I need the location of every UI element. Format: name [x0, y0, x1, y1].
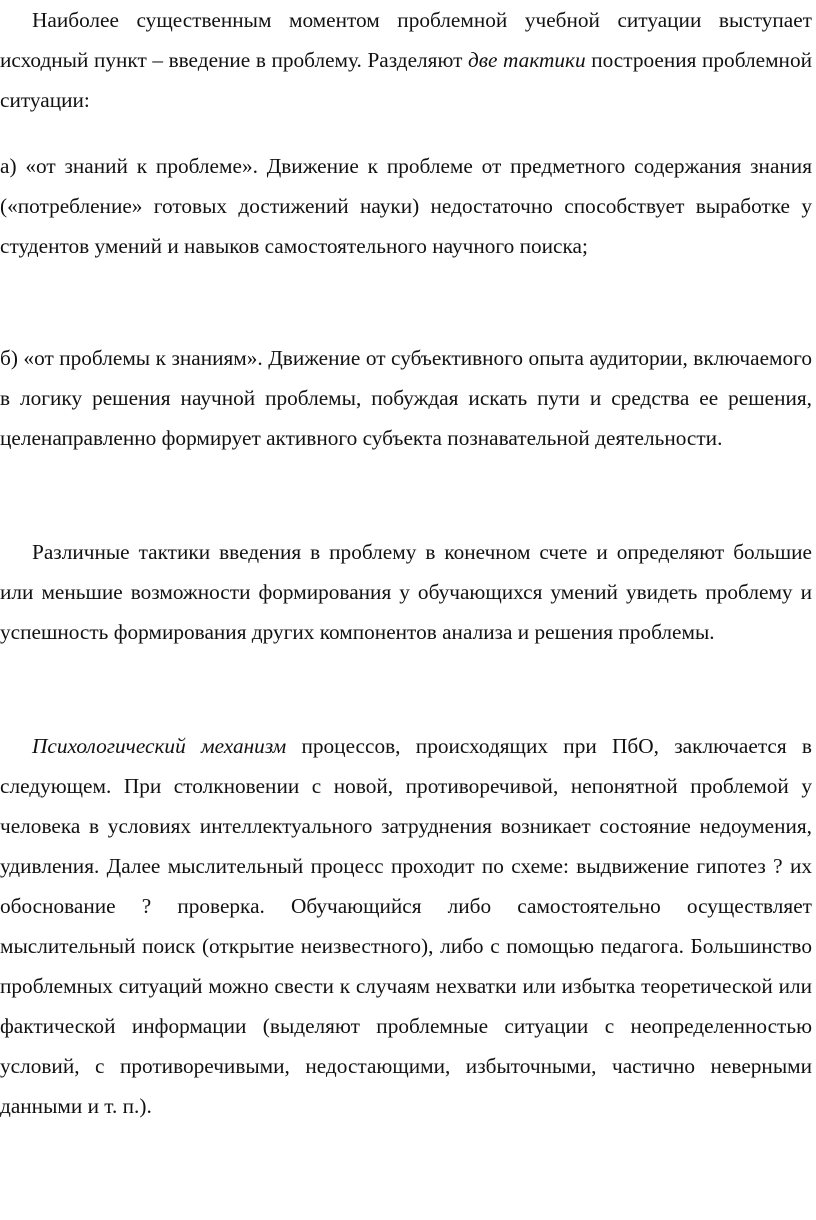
paragraph-mechanism-text: процессов, происходящих при ПбО, заключается в следующем. При столкновении с новой, противоречивой, непонятной проблемой у человека в условиях интеллектуального затруднения возникает состояние недоумения, удивления. Далее мыслительный процесс проходит по схеме: выдвижение гипотез ? их обоснование ? проверка. Обучающийся либо самостоятельно осуществляет мыслительный поиск (открытие неизвестного), либо с помощью педагога. Большинство проблемных ситуаций можно свести к случаям нехватки или избытка теоретической или фактической информации (выделяют проблемные ситуации с неопределенностью условий, с противоречивыми, недостающими, избыточными, частично неверными данными и т. п.). — [0, 734, 812, 1118]
emphasis-psychological-mechanism: Психологический механизм — [32, 734, 287, 758]
paragraph-intro — [0, 0, 812, 120]
paragraph-tactic-b: б) «от проблемы к знаниям». Движение от субъективного опыта аудитории, включаемого в логику решения научной проблемы, побуждая искать пути и средства ее решения, целенаправленно формирует активного субъекта познавательной деятельности. — [0, 346, 812, 450]
paragraph-intro-text-start: Наиболее существенным моментом проблемной учебной ситуации выступает исходный пункт – введение в проблему. Разделяют — [0, 8, 812, 72]
paragraph-tactic-a: а) «от знаний к проблеме». Движение к проблеме от предметного содержания знания («потребление» готовых достижений науки) недостаточно способствует выработке у студентов умений и навыков самостоятельного научного поиска; — [0, 154, 812, 258]
paragraph-psychological-mechanism — [0, 726, 812, 1126]
paragraph-intro-text-end: построения проблемной ситуации: — [0, 48, 813, 112]
paragraph-tactics-summary: Различные тактики введения в проблему в конечном счете и определяют большие или меньшие возможности формирования у обучающихся умений увидеть проблему и успешность формирования других компонентов анализа и решения проблемы. — [0, 540, 812, 644]
emphasis-two-tactics: две тактики — [468, 48, 586, 72]
